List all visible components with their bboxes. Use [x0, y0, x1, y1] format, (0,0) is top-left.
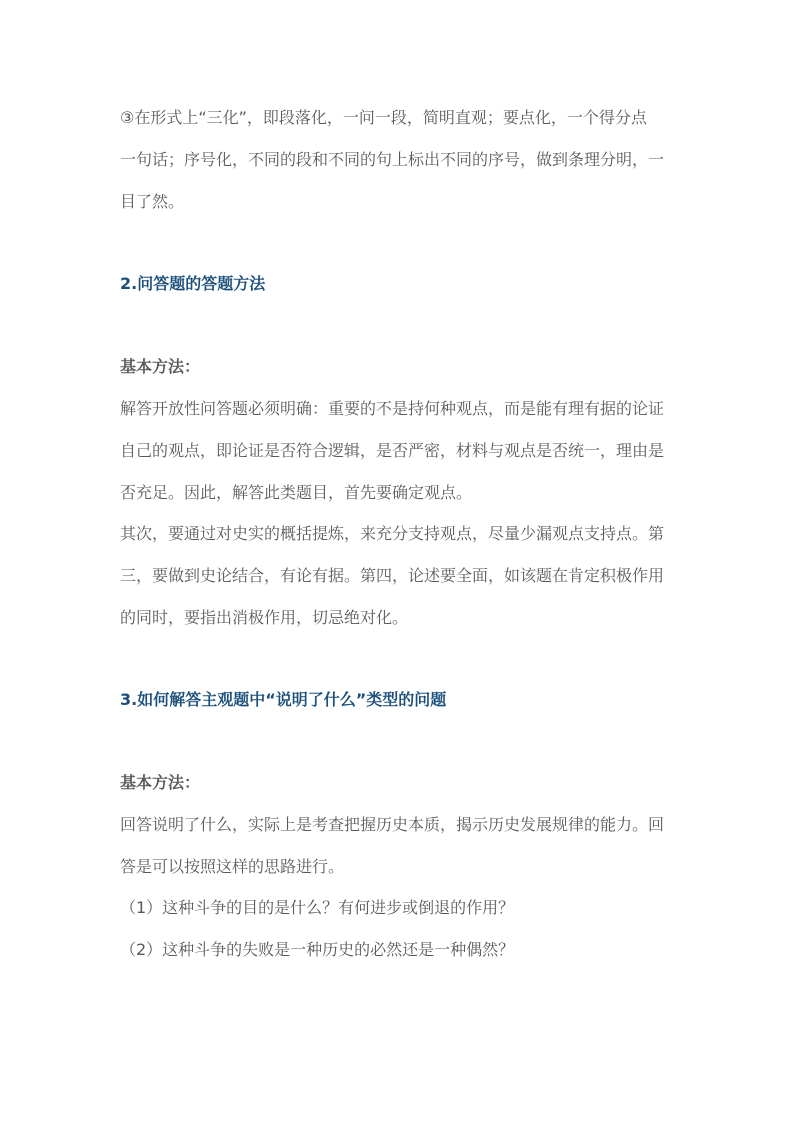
list-item: （2）这种斗争的失败是一种历史的必然还是一种偶然？ [120, 940, 515, 959]
method-label: 基本方法： [120, 773, 201, 792]
list-item: （1）这种斗争的目的是什么？有何进步或倒退的作用？ [120, 898, 515, 917]
paragraph-line: 答是可以按照这样的思路进行。 [120, 857, 345, 876]
paragraph-line: 其次，要通过对史实的概括提炼，来充分支持观点，尽量少漏观点支持点。第 [120, 524, 665, 543]
paragraph-line: ③在形式上“三化”，即段落化，一问一段，简明直观；要点化，一个得分点 [120, 108, 647, 127]
paragraph-line: 一句话；序号化，不同的段和不同的句上标出不同的序号，做到条理分明，一 [120, 150, 665, 169]
paragraph-line: 解答开放性问答题必须明确：重要的不是持何种观点，而是能有理有据的论证 [120, 399, 665, 418]
paragraph-line: 三，要做到史论结合，有论有据。第四，论述要全面，如该题在肯定积极作用 [120, 566, 665, 585]
section-heading: 3.如何解答主观题中“说明了什么”类型的问题 [120, 690, 447, 709]
paragraph-line: 的同时，要指出消极作用，切忌绝对化。 [120, 608, 409, 627]
paragraph-line: 自己的观点，即论证是否符合逻辑，是否严密，材料与观点是否统一，理由是 [120, 441, 665, 460]
section-heading: 2.问答题的答题方法 [120, 274, 266, 293]
paragraph-line: 否充足。因此，解答此类题目，首先要确定观点。 [120, 483, 473, 502]
paragraph-line: 回答说明了什么，实际上是考查把握历史本质，揭示历史发展规律的能力。回 [120, 815, 665, 834]
method-label: 基本方法： [120, 357, 201, 376]
paragraph-line: 目了然。 [120, 192, 185, 211]
